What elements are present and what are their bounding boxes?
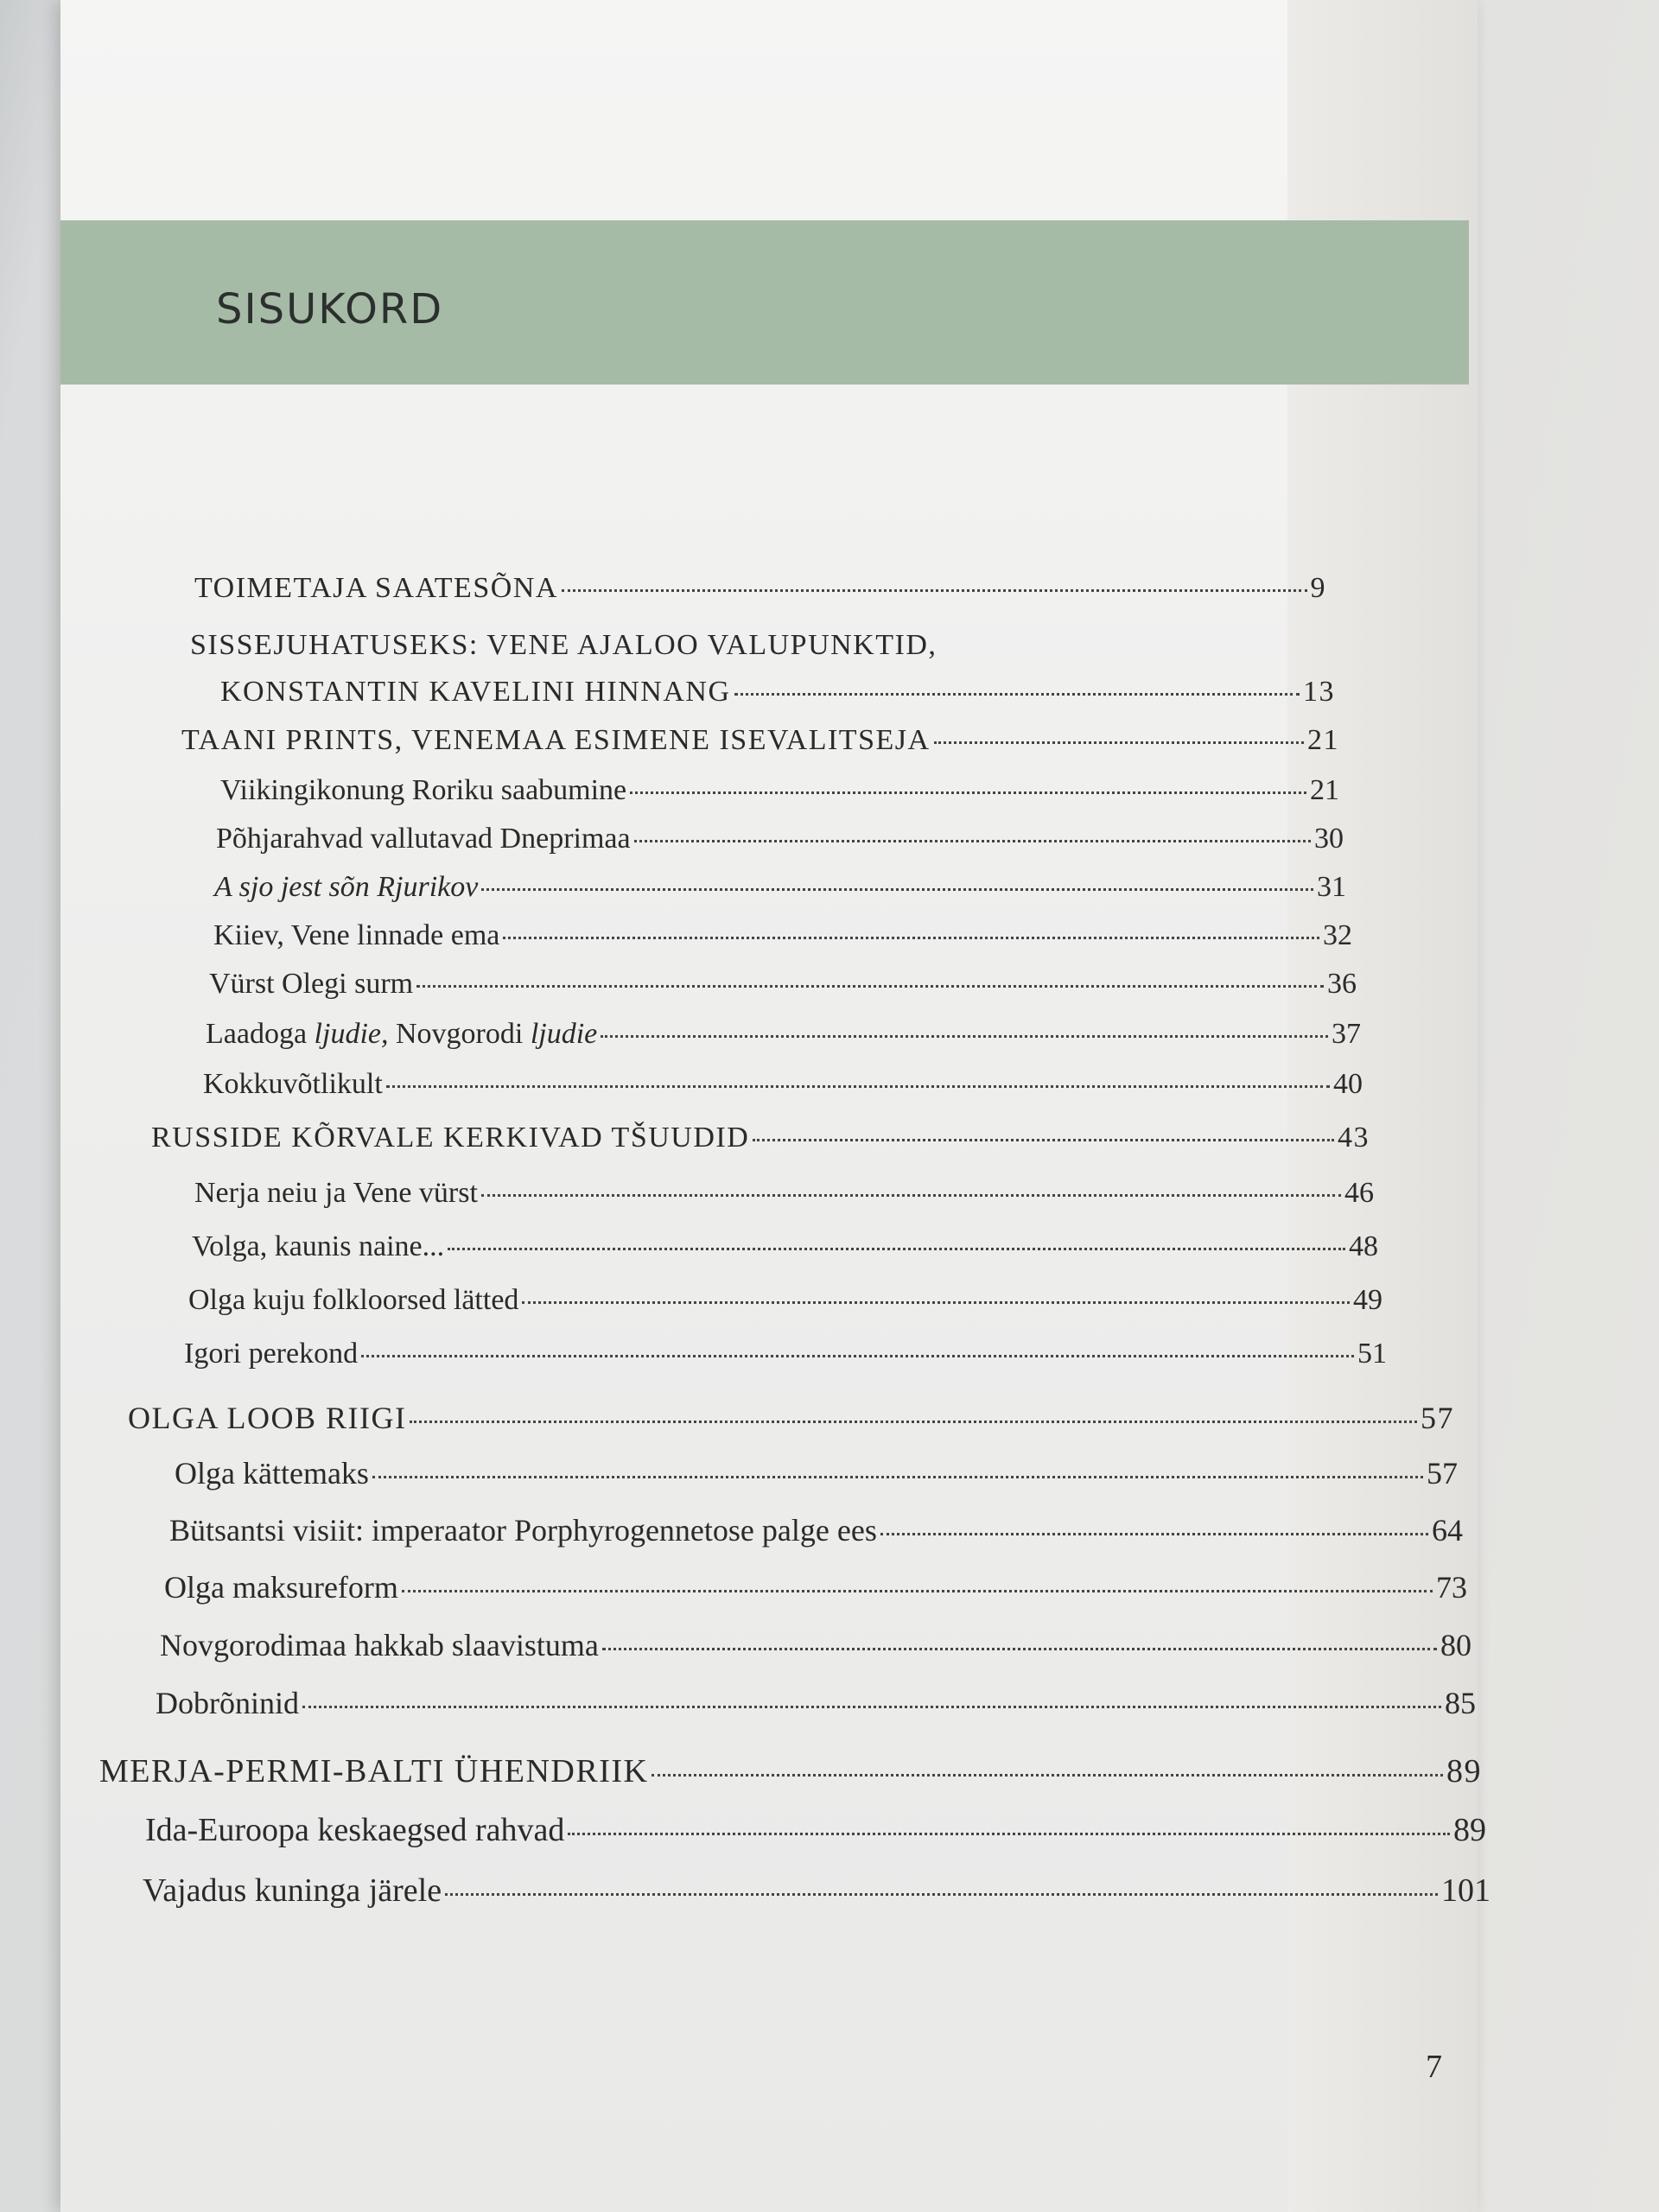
toc-entry-page: 51 (1357, 1338, 1387, 1370)
toc-entry-title: OLGA LOOB RIIGI (128, 1401, 407, 1435)
toc-entry-page: 30 (1314, 823, 1344, 855)
toc-leader (302, 1706, 1441, 1708)
toc-entry-page: 46 (1344, 1177, 1374, 1209)
toc-entry-title: Laadoga ljudie, Novgorodi ljudie (206, 1018, 598, 1050)
toc-entry-page: 85 (1445, 1686, 1476, 1720)
toc-entry-title: Kokkuvõtlikult (203, 1068, 383, 1100)
toc-leader (568, 1833, 1450, 1835)
toc-entry-page: 32 (1323, 919, 1352, 951)
toc-leader (372, 1476, 1423, 1478)
toc-entry (169, 1512, 1463, 1548)
toc-entry (213, 919, 1352, 952)
toc-leader (652, 1774, 1443, 1777)
toc-entry-page: 89 (1453, 1812, 1486, 1848)
toc-entry-title: Novgorodimaa hakkab slaavistuma (160, 1628, 599, 1662)
toc-entry-title: Vajadus kuninga järele (143, 1872, 442, 1909)
toc-leader (481, 1194, 1341, 1197)
toc-leader (386, 1085, 1330, 1088)
toc-leader (562, 589, 1307, 592)
toc-entry (181, 724, 1339, 757)
toc-entry-page: 13 (1303, 676, 1335, 708)
toc-entry-title: Nerja neiu ja Vene vürst (194, 1177, 478, 1209)
toc-entry-page: 101 (1441, 1872, 1491, 1909)
toc-entry (145, 1811, 1486, 1849)
toc-entry (128, 1400, 1454, 1436)
toc-entry (220, 676, 1335, 709)
toc-entry (194, 572, 1326, 605)
toc-entry-page: 89 (1446, 1753, 1482, 1789)
toc-entry-page: 48 (1349, 1230, 1378, 1262)
toc-entry-title: Igori perekond (184, 1338, 359, 1370)
toc-entry (192, 1230, 1378, 1263)
toc-entry-title: RUSSIDE KÕRVALE KERKIVAD TŠUUDID (151, 1122, 750, 1154)
toc-leader (448, 1248, 1345, 1250)
toc-entry-title: Dobrõninid (156, 1686, 299, 1720)
toc-entry-page: 57 (1421, 1401, 1454, 1435)
toc-leader (753, 1139, 1334, 1141)
toc-entry-page: 37 (1332, 1018, 1361, 1050)
toc-entry-title: Olga kuju folkloorsed lätted (188, 1284, 519, 1316)
toc-entry-title: Vürst Olegi surm (209, 968, 414, 1000)
toc-entry-page: 64 (1432, 1513, 1463, 1548)
toc-entry-page: 80 (1440, 1628, 1471, 1662)
toc-leader (481, 888, 1313, 891)
toc-entry-title: Olga kättemaks (175, 1456, 369, 1491)
title-band (60, 220, 1469, 385)
toc-entry (194, 1177, 1374, 1210)
toc-leader (602, 1648, 1437, 1650)
toc-entry-title: Viikingikonung Roriku saabumine (220, 774, 627, 806)
toc-entry (164, 1569, 1467, 1605)
page-title: SISUKORD (216, 285, 444, 334)
toc-entry-title: Põhjarahvad vallutavad Dneprimaa (216, 823, 631, 855)
toc-entry (175, 1455, 1458, 1491)
toc-entry-page: 73 (1436, 1570, 1467, 1605)
toc-entry (206, 1018, 1361, 1051)
toc-leader (402, 1590, 1433, 1592)
toc-entry-page: 40 (1333, 1068, 1363, 1100)
toc-entry (188, 1284, 1382, 1317)
toc-entry-title: Volga, kaunis naine... (192, 1230, 445, 1262)
toc-entry-title: Bütsantsi visiit: imperaator Porphyrogennetose palge ees (169, 1513, 877, 1548)
toc-entry (190, 629, 937, 662)
toc-entry-title: KONSTANTIN KAVELINI HINNANG (220, 676, 731, 708)
toc-entry-title: Kiiev, Vene linnade ema (213, 919, 500, 951)
toc-leader (880, 1533, 1428, 1535)
toc-leader (934, 741, 1304, 744)
toc-entry (143, 1872, 1491, 1910)
toc-entry-title: SISSEJUHATUSEKS: VENE AJALOO VALUPUNKTID, (190, 629, 938, 661)
toc-entry (99, 1752, 1482, 1790)
toc-entry-title: Ida-Euroopa keskaegsed rahvad (145, 1812, 565, 1848)
book-page (60, 0, 1491, 2212)
toc-entry (216, 823, 1344, 855)
toc-entry-page: 43 (1338, 1122, 1370, 1154)
page-number: 7 (1426, 2049, 1442, 2085)
toc-entry-page: 36 (1327, 968, 1357, 1000)
toc-entry (209, 968, 1357, 1001)
toc-entry (160, 1627, 1471, 1663)
toc-entry (151, 1122, 1370, 1154)
toc-entry (184, 1338, 1387, 1370)
toc-leader (503, 937, 1319, 939)
toc-entry-page: 57 (1427, 1456, 1458, 1491)
toc-entry (220, 774, 1339, 807)
toc-leader (630, 791, 1306, 794)
toc-entry-page: 21 (1307, 724, 1339, 756)
toc-leader (410, 1421, 1417, 1423)
toc-entry-page: 49 (1353, 1284, 1382, 1316)
toc-entry (214, 871, 1346, 904)
toc-leader (416, 985, 1324, 988)
toc-entry-page: 9 (1310, 572, 1326, 604)
toc-entry-page: 31 (1317, 871, 1346, 903)
toc-entry (203, 1068, 1363, 1101)
toc-entry-title: TAANI PRINTS, VENEMAA ESIMENE ISEVALITSEJA (181, 724, 931, 756)
toc-entry-title: TOIMETAJA SAATESÕNA (194, 572, 558, 604)
toc-leader (522, 1301, 1350, 1304)
toc-entry-title: A sjo jest sõn Rjurikov (214, 871, 479, 903)
toc-entry-page: 21 (1310, 774, 1339, 806)
toc-entry (156, 1685, 1476, 1721)
toc-leader (634, 840, 1311, 842)
toc-leader (734, 693, 1300, 696)
toc-entry-title: MERJA-PERMI-BALTI ÜHENDRIIK (99, 1753, 649, 1789)
toc-leader (601, 1035, 1328, 1038)
toc-leader (361, 1355, 1354, 1357)
toc-entry-title: Olga maksureform (164, 1570, 398, 1605)
toc-leader (445, 1893, 1438, 1896)
